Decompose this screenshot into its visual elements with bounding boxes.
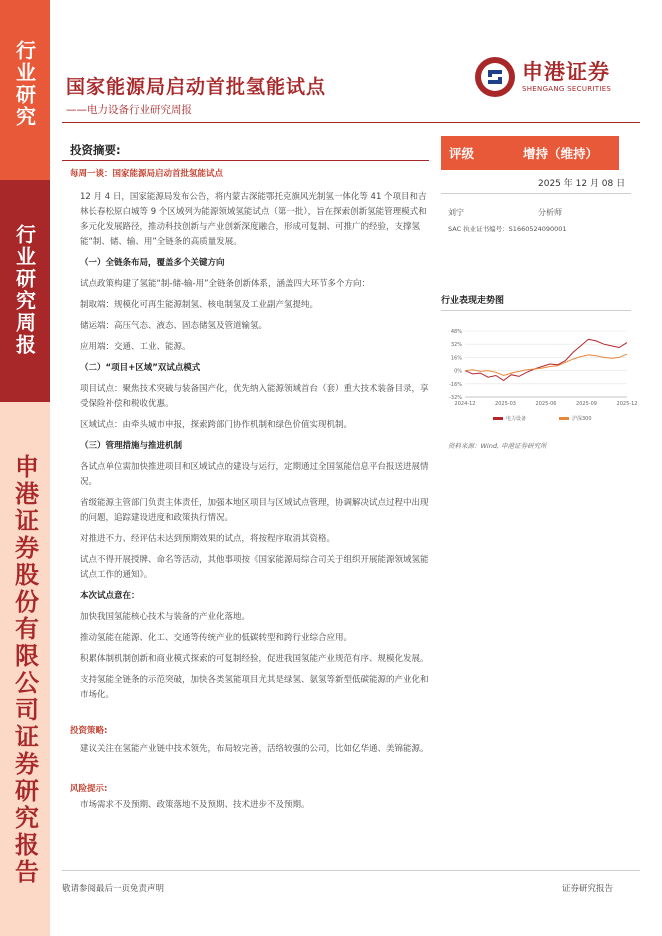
x-tick-label: 2025-12	[616, 401, 638, 407]
section-4-title: 本次试点意在：	[80, 591, 140, 601]
analyst-name: 刘宁	[448, 208, 464, 217]
section-3-paragraph-2: 省级能源主管部门负责主体责任，加强本地区项目与区域试点管理，协调解决试点过程中出现的问题，追踪建设进度和政策执行情况。	[80, 498, 429, 523]
side-band-category	[0, 0, 50, 180]
footer-report-label: 证券研究报告	[562, 884, 614, 894]
legend-label: 沪深300	[572, 416, 592, 422]
section-1-paragraph-3: 储运端：高压气态、液态、固态储氢及管道输氢。	[80, 321, 268, 331]
page-subtitle: ——电力设备行业研究周报	[66, 104, 192, 116]
section-4-paragraph-3: 积累体制机制创新和商业模式探索的可复制经验，促进我国氢能产业规范有序、规模化发展。	[80, 654, 429, 664]
risk-body	[80, 798, 432, 819]
intro-paragraph: 12 月 4 日，国家能源局发布公告，将内蒙古深能鄂托克旗风光制氢一体化等 41 个项目和吉林长春松原白城等 9 个区域列为能源领域氢能试点（第一批），旨在探索创新氢能管理模式和多元化发展路径，推动科技创新与产业创新深度融合，形成可复制、可推广的经验，支撑氢能“制、储、输、用”全链条的高质量发展。	[80, 192, 427, 247]
section-3-title: （三）管理措施与推进机制	[80, 441, 183, 451]
series-line	[465, 339, 627, 380]
page-title: 国家能源局启动首批氢能试点	[66, 76, 327, 98]
side-band-company	[0, 402, 50, 936]
chart-title-divider	[441, 310, 631, 311]
section-3-paragraph-4: 试点不得开展授牌、命名等活动，其他事项按《国家能源局综合司关于组织开展能源领域氢能试点工作的通知》。	[80, 555, 429, 580]
summary-body-part1	[80, 190, 432, 709]
x-tick-label: 2024-12	[454, 401, 476, 407]
strategy-paragraph: 建议关注在氢能产业链中技术领先，布局较完善，活络较强的公司，比如亿华通、美锦能源。	[80, 744, 429, 754]
logo-english-name: SHENGANG SECURITIES	[522, 85, 612, 93]
side-band-category-text: 行业研究	[12, 40, 37, 128]
risk-title: 风险提示:	[70, 784, 108, 794]
section-2-paragraph-2: 区域试点：由牵头城市申报，探索跨部门协作机制和绿色价值实现机制。	[80, 420, 353, 430]
section-1-title: （一）全链条布局，覆盖多个关键方向	[80, 258, 225, 268]
y-tick-label: -16%	[449, 381, 462, 388]
legend-label: 电力设备	[506, 416, 527, 422]
industry-performance-chart	[441, 325, 638, 429]
header-divider	[62, 122, 640, 123]
x-tick-label: 2025-03	[495, 401, 516, 407]
section-3-paragraph-3: 对推进不力、经评估未达到预期效果的试点，将按程序取消其资格。	[80, 534, 336, 544]
footer-divider	[62, 870, 640, 871]
section-4-paragraph-1: 加快我国氢能核心技术与装备的产业化落地。	[80, 612, 251, 622]
logo-chinese-name: 申港证券	[522, 60, 610, 84]
sac-certificate: SAC 执业证书编号：S1660524090001	[448, 225, 567, 233]
section-1-paragraph-1: 试点政策构建了氢能“制-储-输-用”全链条创新体系，涵盖四大环节多个方向：	[80, 279, 371, 289]
footer-disclaimer: 敬请参阅最后一页免责声明	[62, 884, 165, 894]
section-3-paragraph-1: 各试点单位需加快推进项目和区域试点的建设与运行，定期通过全国氢能信息平台报送进展情况。	[80, 462, 429, 487]
rating-box	[441, 136, 619, 170]
legend-swatch	[559, 417, 569, 420]
weekly-topic-title: 每周一谈：国家能源局启动首批氢能试点	[70, 169, 224, 179]
summary-divider	[62, 160, 429, 161]
y-tick-label: 16%	[450, 355, 462, 362]
strategy-title: 投资策略:	[70, 726, 108, 736]
strategy-body	[80, 742, 432, 763]
section-2-title: （二）“项目+区域”双试点模式	[80, 363, 201, 373]
x-tick-label: 2025-06	[535, 401, 557, 407]
analyst-role: 分析师	[538, 208, 562, 217]
date-divider	[441, 193, 631, 194]
section-1-paragraph-2: 制取端：规模化可再生能源制氢、核电制氢及工业副产氢提纯。	[80, 300, 319, 310]
y-tick-label: -32%	[449, 395, 462, 401]
chart-source: 资料来源：Wind, 申港证券研究所	[448, 442, 547, 450]
risk-paragraph: 市场需求不及预期、政策落地不及预期、技术进步不及预期。	[80, 800, 310, 810]
x-tick-label: 2025-09	[576, 401, 597, 407]
y-tick-label: 48%	[450, 329, 462, 335]
section-1-paragraph-4: 应用端：交通、工业、能源。	[80, 342, 191, 352]
company-logo	[474, 56, 611, 98]
summary-heading: 投资摘要:	[70, 143, 121, 157]
report-date: 2025 年 12 月 08 日	[538, 179, 626, 189]
rating-value: 增持（维持）	[523, 146, 599, 161]
y-tick-label: 32%	[450, 342, 462, 349]
y-tick-label: 0%	[454, 368, 462, 375]
side-band-report-type	[0, 180, 50, 402]
logo-mark-icon	[474, 56, 516, 98]
chart-title: 行业表现走势图	[441, 296, 505, 306]
rating-label: 评级	[449, 146, 475, 161]
side-band-report-type-text: 行业研究周报	[12, 224, 37, 356]
section-2-paragraph-1: 项目试点：聚焦技术突破与装备国产化，优先纳入能源领域首台（套）重大技术装备目录，享受保险补偿和税收优惠。	[80, 384, 429, 409]
side-band-company-text: 申港证券股份有限公司证券研究报告	[10, 454, 39, 886]
legend-swatch	[493, 417, 503, 420]
section-4-paragraph-2: 推动氢能在能源、化工、交通等传统产业的低碳转型和跨行业综合应用。	[80, 633, 353, 643]
section-4-paragraph-4: 支持氢能全链条的示范突破，加快各类氢能项目尤其是绿氢、氨氢等新型低碳能源的产业化和市场化。	[80, 675, 429, 700]
